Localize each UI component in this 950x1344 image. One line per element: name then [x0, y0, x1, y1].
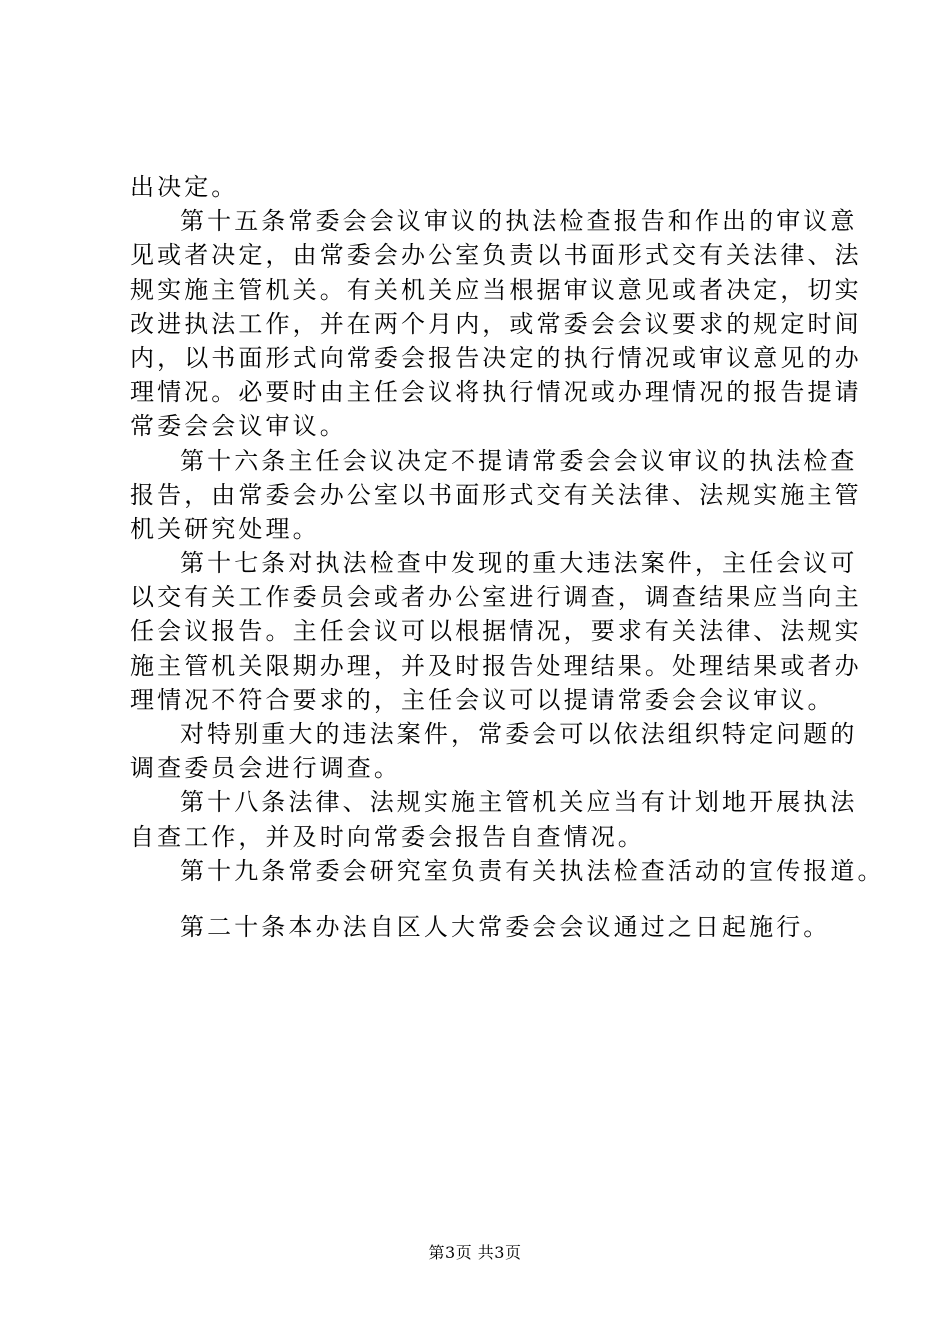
text-line: 内，以书面形式向常委会报告决定的执行情况或审议意见的办	[130, 343, 862, 372]
article-15-line: 第十五条常委会会议审议的执法检查报告和作出的审议意	[180, 207, 858, 236]
text-line: 理情况。必要时由主任会议将执行情况或办理情况的报告提请	[130, 378, 862, 407]
text-line: 以交有关工作委员会或者办公室进行调查，调查结果应当向主	[130, 583, 862, 612]
text-line: 自查工作，并及时向常委会报告自查情况。	[130, 822, 645, 851]
text-line: 施主管机关限期办理，并及时报告处理结果。处理结果或者办	[130, 651, 862, 680]
text-line: 见或者决定，由常委会办公室负责以书面形式交有关法律、法	[130, 241, 862, 270]
text-line: 理情况不符合要求的，主任会议可以提请常委会会议审议。	[130, 685, 835, 714]
page-number-footer: 第3页 共3页	[428, 1243, 522, 1262]
text-line: 常委会会议审议。	[130, 412, 347, 441]
text-line: 规实施主管机关。有关机关应当根据审议意见或者决定，切实	[130, 275, 862, 304]
text-line: 改进执法工作，并在两个月内，或常委会会议要求的规定时间	[130, 309, 862, 338]
text-line: 出决定。	[130, 173, 239, 201]
text-line: 调查委员会进行调查。	[130, 754, 401, 783]
paragraph-line: 对特别重大的违法案件，常委会可以依法组织特定问题的	[180, 720, 858, 748]
document-body	[130, 170, 885, 944]
article-18-line: 第十八条法律、法规实施主管机关应当有计划地开展执法	[180, 788, 858, 817]
article-16-line: 第十六条主任会议决定不提请常委会会议审议的执法检查	[180, 446, 858, 475]
article-20-line: 第二十条本办法自区人大常委会会议通过之日起施行。	[180, 912, 831, 941]
article-19-line: 第十九条常委会研究室负责有关执法检查活动的宣传报道。	[180, 856, 885, 885]
text-line: 任会议报告。主任会议可以根据情况，要求有关法律、法规实	[130, 617, 862, 646]
text-line: 机关研究处理。	[130, 514, 320, 543]
text-line: 报告，由常委会办公室以书面形式交有关法律、法规实施主管	[130, 480, 862, 509]
paragraph-gap	[130, 888, 842, 910]
article-17-line: 第十七条对执法检查中发现的重大违法案件，主任会议可	[180, 549, 858, 578]
